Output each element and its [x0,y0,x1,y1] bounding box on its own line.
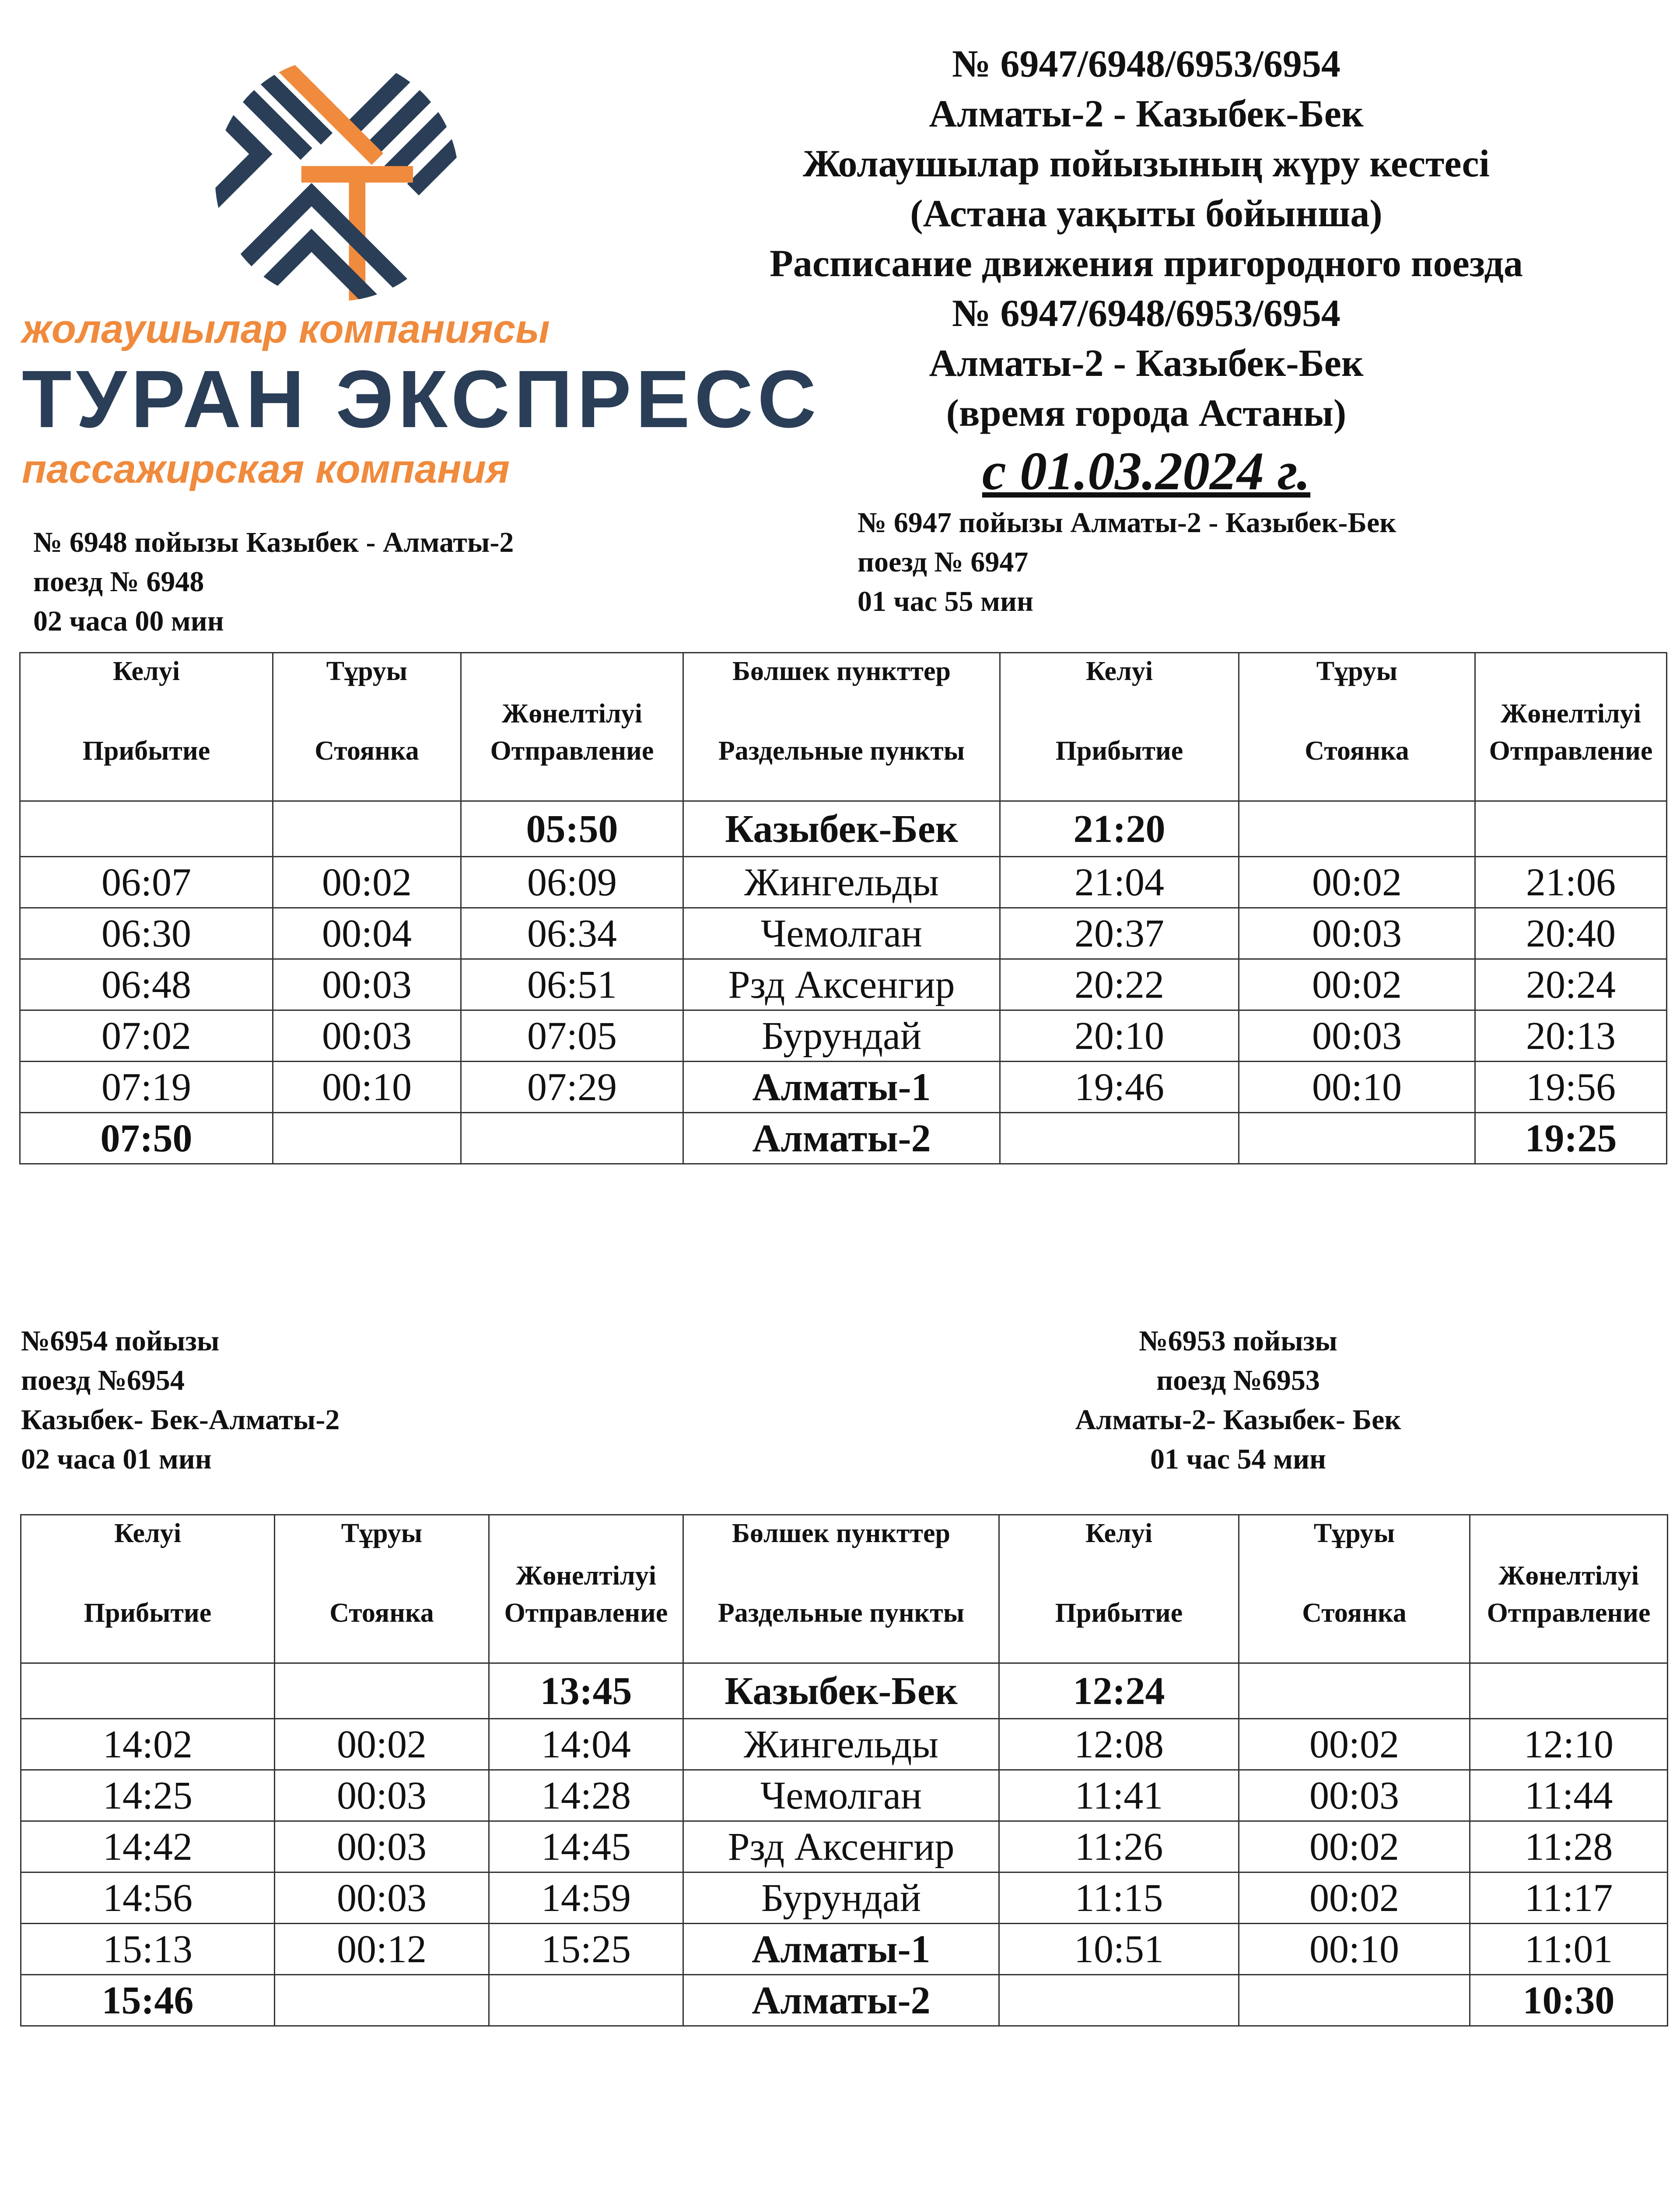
departure-time-cell: 07:29 [461,1062,683,1113]
departure-time-cell: 15:25 [489,1924,683,1975]
header-points-kz: Бөлшек пункттер [683,653,1000,732]
departure-time-cell: 19:25 [1475,1113,1667,1164]
header-points-ru: Раздельные пункты [683,1593,999,1663]
header-arrival-kz: Келуі [21,1515,275,1594]
header-points-kz: Бөлшек пункттер [683,1515,999,1594]
arrival-time-cell: 19:46 [1000,1062,1239,1113]
station-name-cell: Бурундай [683,1872,999,1924]
station-name-cell: Алматы-2 [683,1113,1000,1164]
arrival-time-cell [999,1975,1239,2026]
stop-time-cell: 00:03 [275,1770,489,1821]
arrival-time-cell [1000,1113,1239,1164]
stop-time-cell: 00:02 [1239,1719,1470,1770]
stop-time-cell: 00:10 [1239,1924,1470,1975]
stop-time-cell [1239,1113,1475,1164]
station-name-cell: Алматы-1 [683,1924,999,1975]
stop-time-cell: 00:03 [273,1010,461,1062]
header-arrival-ru: Прибытие [21,1593,275,1663]
departure-time-cell [1475,801,1667,857]
stop-time-cell: 00:02 [275,1719,489,1770]
header-stop-kz: Тұруы [273,653,461,732]
departure-time-cell: 11:28 [1470,1821,1668,1872]
stop-time-cell [1239,801,1475,857]
table-row [20,801,1667,857]
header-stop-ru: Стоянка [275,1593,489,1663]
station-name-cell: Казыбек-Бек [683,1663,999,1719]
table-row [20,959,1667,1010]
station-name-cell: Рзд Аксенгир [683,959,1000,1010]
arrival-time-cell: 07:19 [20,1062,273,1113]
header-stop-kz: Тұруы [1239,1515,1470,1594]
departure-time-cell: 11:17 [1470,1872,1668,1924]
schedule-table-2 [20,1514,1668,2027]
header-departure-ru: Отправление [461,731,683,801]
arrival-time-cell: 07:02 [20,1010,273,1062]
departure-time-cell: 20:40 [1475,908,1667,959]
stop-time-cell: 00:03 [1239,1010,1475,1062]
departure-time-cell: 13:45 [489,1663,683,1719]
arrival-time-cell: 12:24 [999,1663,1239,1719]
station-name-cell: Казыбек-Бек [683,801,1000,857]
station-name-cell: Жингельды [683,857,1000,908]
stop-time-cell: 00:02 [1239,1872,1470,1924]
header-departure-ru: Отправление [1475,731,1667,801]
stop-time-cell: 00:02 [273,857,461,908]
schedule-table-1 [19,652,1667,1164]
station-name-cell: Жингельды [683,1719,999,1770]
company-logo [18,53,821,512]
title-train-numbers: № 6947/6948/6953/6954 [952,43,1340,85]
station-name-cell: Бурундай [683,1010,1000,1062]
arrival-time-cell [20,801,273,857]
stop-time-cell: 00:02 [1239,857,1475,908]
stop-time-cell [273,1113,461,1164]
stop-time-cell: 00:12 [275,1924,489,1975]
arrival-time-cell: 10:51 [999,1924,1239,1975]
schedule-title [682,39,1610,504]
header-stop-ru: Стоянка [273,731,461,801]
table-row [21,1975,1668,2026]
departure-time-cell: 10:30 [1470,1975,1668,2026]
header-stop-ru: Стоянка [1239,1593,1470,1663]
arrival-time-cell: 06:30 [20,908,273,959]
station-name-cell: Чемолган [683,908,1000,959]
departure-time-cell: 19:56 [1475,1062,1667,1113]
table-row [20,1062,1667,1113]
title-time-note-kz: (Астана уақыты бойынша) [910,193,1382,235]
arrival-time-cell: 06:07 [20,857,273,908]
header-departure-kz: Жөнелтілуі [461,653,683,732]
arrival-time-cell: 20:10 [1000,1010,1239,1062]
header-departure-ru: Отправление [1470,1593,1668,1663]
arrival-time-cell: 07:50 [20,1113,273,1164]
departure-time-cell: 14:59 [489,1872,683,1924]
departure-time-cell: 14:28 [489,1770,683,1821]
departure-time-cell: 11:01 [1470,1924,1668,1975]
header-arrival-kz: Келуі [999,1515,1239,1594]
title-route-kz: Алматы-2 - Казыбек-Бек [929,93,1364,135]
arrival-time-cell: 11:15 [999,1872,1239,1924]
header-departure-kz: Жөнелтілуі [1475,653,1667,732]
table-row [20,1010,1667,1062]
table-row [21,1770,1668,1821]
logo-company-name: ТУРАН ЭКСПРЕСС [22,354,821,445]
station-name-cell: Чемолган [683,1770,999,1821]
stop-time-cell [1239,1975,1470,2026]
arrival-time-cell: 11:26 [999,1821,1239,1872]
header-departure-kz: Жөнелтілуі [489,1515,683,1594]
stop-time-cell: 00:03 [1239,1770,1470,1821]
stop-time-cell: 00:03 [1239,908,1475,959]
stop-time-cell [275,1975,489,2026]
table-row [20,908,1667,959]
header-departure-kz: Жөнелтілуі [1470,1515,1668,1594]
table-row [21,1924,1668,1975]
stop-time-cell: 00:10 [273,1062,461,1113]
departure-time-cell: 12:10 [1470,1719,1668,1770]
station-name-cell: Алматы-2 [683,1975,999,2026]
departure-time-cell: 21:06 [1475,857,1667,908]
departure-time-cell: 14:45 [489,1821,683,1872]
departure-time-cell: 20:24 [1475,959,1667,1010]
departure-time-cell [489,1975,683,2026]
table-row [21,1821,1668,1872]
departure-time-cell: 20:13 [1475,1010,1667,1062]
table2-right-caption: №6953 пойызы поезд №6953 Алматы-2- Казыбек- Бек 01 час 54 мин [1075,1325,1401,1475]
title-route-ru: Алматы-2 - Казыбек-Бек [929,342,1364,385]
departure-time-cell: 07:05 [461,1010,683,1062]
departure-time-cell: 06:09 [461,857,683,908]
arrival-time-cell: 06:48 [20,959,273,1010]
departure-time-cell: 14:04 [489,1719,683,1770]
arrival-time-cell: 21:04 [1000,857,1239,908]
arrival-time-cell: 14:42 [21,1821,275,1872]
table-row [20,1113,1667,1164]
station-name-cell: Алматы-1 [683,1062,1000,1113]
departure-time-cell: 05:50 [461,801,683,857]
station-name-cell: Рзд Аксенгир [683,1821,999,1872]
arrival-time-cell [21,1663,275,1719]
arrival-time-cell: 11:41 [999,1770,1239,1821]
arrival-time-cell: 15:13 [21,1924,275,1975]
stop-time-cell [275,1663,489,1719]
header-arrival-ru: Прибытие [20,731,273,801]
arrival-time-cell: 15:46 [21,1975,275,2026]
title-effective-date: с 01.03.2024 г. [982,441,1311,501]
table-row [21,1719,1668,1770]
header-stop-ru: Стоянка [1239,731,1475,801]
stop-time-cell: 00:03 [273,959,461,1010]
departure-time-cell [1470,1663,1668,1719]
title-train-numbers-ru: № 6947/6948/6953/6954 [952,292,1340,335]
stop-time-cell [1239,1663,1470,1719]
title-schedule-ru: Расписание движения пригородного поезда [770,242,1523,285]
title-schedule-kz: Жолаушылар пойызының жүру кестесі [803,143,1490,185]
arrival-time-cell: 12:08 [999,1719,1239,1770]
stop-time-cell [273,801,461,857]
stop-time-cell: 00:10 [1239,1062,1475,1113]
table2-left-caption: №6954 пойызы поезд №6954 Казыбек- Бек-Алматы-2 02 часа 01 мин [21,1325,340,1475]
arrival-time-cell: 21:20 [1000,801,1239,857]
turan-express-emblem-icon [210,53,464,306]
header-arrival-ru: Прибытие [1000,731,1239,801]
stop-time-cell: 00:04 [273,908,461,959]
header-points-ru: Раздельные пункты [683,731,1000,801]
stop-time-cell: 00:02 [1239,959,1475,1010]
header-departure-ru: Отправление [489,1593,683,1663]
logo-tagline-kz: жолаушылар компаниясы [22,307,550,351]
table-row [20,857,1667,908]
departure-time-cell: 06:34 [461,908,683,959]
stop-time-cell: 00:03 [275,1872,489,1924]
header-arrival-kz: Келуі [1000,653,1239,732]
arrival-time-cell: 20:37 [1000,908,1239,959]
arrival-time-cell: 14:25 [21,1770,275,1821]
departure-time-cell: 06:51 [461,959,683,1010]
arrival-time-cell: 14:02 [21,1719,275,1770]
departure-time-cell [461,1113,683,1164]
stop-time-cell: 00:03 [275,1821,489,1872]
stop-time-cell: 00:02 [1239,1821,1470,1872]
header-stop-kz: Тұруы [1239,653,1475,732]
table-row [21,1872,1668,1924]
header-stop-kz: Тұруы [275,1515,489,1594]
arrival-time-cell: 14:56 [21,1872,275,1924]
table-row [21,1663,1668,1719]
arrival-time-cell: 20:22 [1000,959,1239,1010]
departure-time-cell: 11:44 [1470,1770,1668,1821]
title-time-note-ru: (время города Астаны) [946,392,1347,435]
table1-right-caption: № 6947 пойызы Алматы-2 - Казыбек-Бек поезд № 6947 01 час 55 мин [858,507,1396,617]
table1-left-caption: № 6948 пойызы Казыбек - Алматы-2 поезд № 6948 02 часа 00 мин [33,526,514,637]
header-arrival-ru: Прибытие [999,1593,1239,1663]
logo-tagline-ru: пассажирская компания [22,447,510,491]
header-arrival-kz: Келуі [20,653,273,732]
